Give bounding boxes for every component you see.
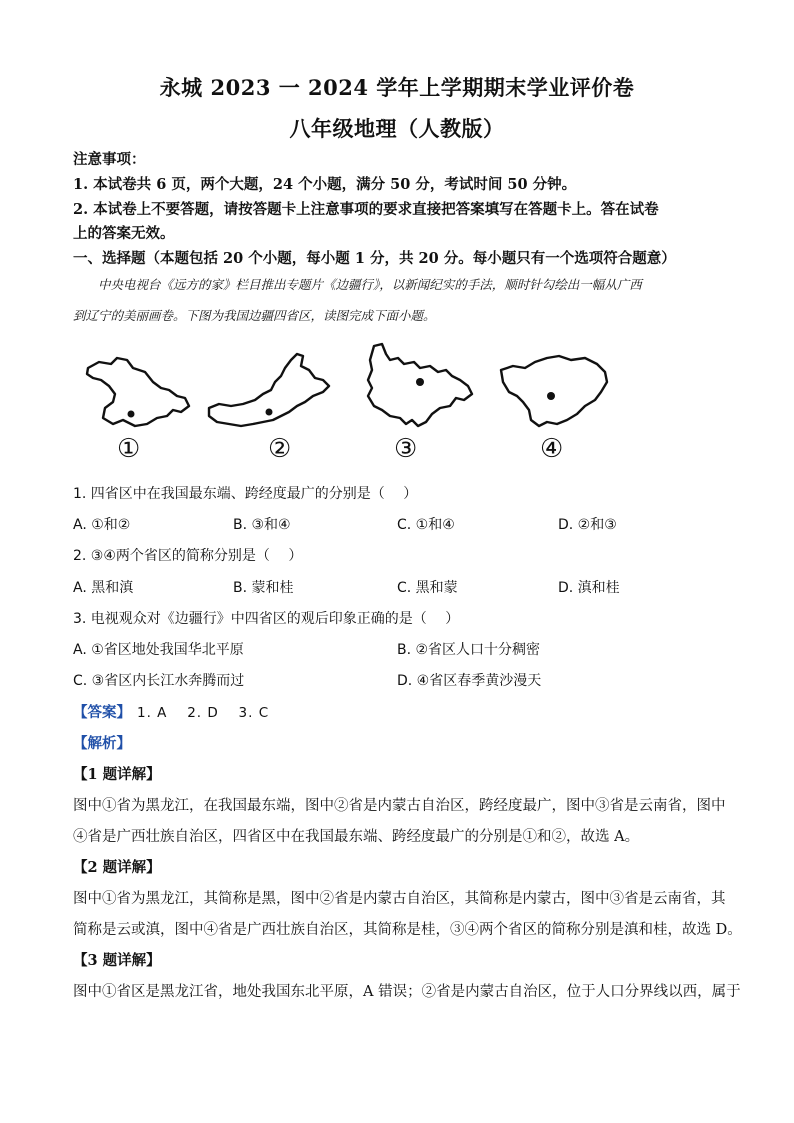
section-heading: 一、选择题（本题包括 20 个小题，每小题 1 分，共 20 分。每小题只有一个选项符合题意） [73, 250, 676, 267]
note-item-1: 1. 本试卷共 6 页，两个大题，24 个小题，满分 50 分，考试时间 50 分钟。 [73, 176, 577, 193]
map-heilongjiang [83, 354, 195, 434]
answer-label: 【答案】 [73, 704, 131, 721]
answer-value: 1. A 2. D 3. C [137, 705, 270, 721]
q3-option-a: A. ①省区地处我国华北平原 [73, 642, 244, 658]
map-inner-mongolia [205, 350, 335, 434]
map-yunnan [360, 340, 478, 438]
analysis-label: 【解析】 [73, 735, 131, 752]
q2-option-d: D. 滇和桂 [558, 580, 620, 596]
detail-1-line-1: 图中①省为黑龙江，在我国最东端，图中②省是内蒙古自治区，跨经度最广，图中③省是云南省，图中 [73, 798, 726, 814]
q1-option-d: D. ②和③ [558, 517, 617, 533]
question-1-stem: 1. 四省区中在我国最东端、跨经度最广的分别是（ ） [73, 486, 418, 502]
answer-block [73, 701, 269, 722]
detail-3-heading: 【3 题详解】 [73, 952, 161, 969]
q3-option-d: D. ④省区春季黄沙漫天 [397, 673, 542, 689]
detail-2-heading: 【2 题详解】 [73, 859, 161, 876]
province-maps [75, 336, 635, 466]
detail-1-line-2: ④省是广西壮族自治区，四省区中在我国最东端、跨经度最广的分别是①和②，故选 A。 [73, 829, 640, 845]
intro-line-2: 到辽宁的美丽画卷。下图为我国边疆四省区，读图完成下面小题。 [73, 308, 436, 323]
q2-option-a: A. 黑和滇 [73, 580, 134, 596]
map-label-1: ① [117, 434, 141, 464]
notes-heading: 注意事项： [73, 151, 146, 168]
note-item-2-line1: 2. 本试卷上不要答题，请按答题卡上注意事项的要求直接把答案填写在答题卡上。答在试卷 [73, 201, 659, 218]
note-item-2-line2: 上的答案无效。 [73, 225, 175, 242]
q3-option-c: C. ③省区内长江水奔腾而过 [73, 673, 245, 689]
q1-option-c: C. ①和④ [397, 517, 455, 533]
q3-option-b: B. ②省区人口十分稠密 [397, 642, 541, 658]
detail-3-line-1: 图中①省区是黑龙江省，地处我国东北平原，A 错误；②省是内蒙古自治区，位于人口分界线以西，属于 [73, 984, 741, 1000]
q1-option-a: A. ①和② [73, 517, 131, 533]
q2-option-b: B. 蒙和桂 [233, 580, 294, 596]
detail-1-heading: 【1 题详解】 [73, 766, 161, 783]
question-2-stem: 2. ③④两个省区的简称分别是（ ） [73, 548, 303, 564]
question-3-stem: 3. 电视观众对《边疆行》中四省区的观后印象正确的是（ ） [73, 611, 460, 627]
exam-title: 永城 2023 一 2024 学年上学期期末学业评价卷 [159, 75, 635, 100]
detail-2-line-2: 简称是云或滇，图中④省是广西壮族自治区，其简称是桂，③④两个省区的简称分别是滇和桂，故选 D。 [73, 922, 742, 938]
map-label-3: ③ [394, 434, 418, 464]
map-guangxi [495, 352, 613, 436]
exam-subtitle: 八年级地理（人教版） [289, 116, 505, 141]
q1-option-b: B. ③和④ [233, 517, 291, 533]
detail-2-line-1: 图中①省为黑龙江，其简称是黑，图中②省是内蒙古自治区，其简称是内蒙古，图中③省是云南省，其 [73, 891, 726, 907]
map-label-2: ② [268, 434, 292, 464]
intro-line-1: 中央电视台《远方的家》栏目推出专题片《边疆行》，以新闻纪实的手法，顺时针勾绘出一幅从广西 [98, 277, 642, 292]
map-label-4: ④ [540, 434, 564, 464]
q2-option-c: C. 黑和蒙 [397, 580, 458, 596]
